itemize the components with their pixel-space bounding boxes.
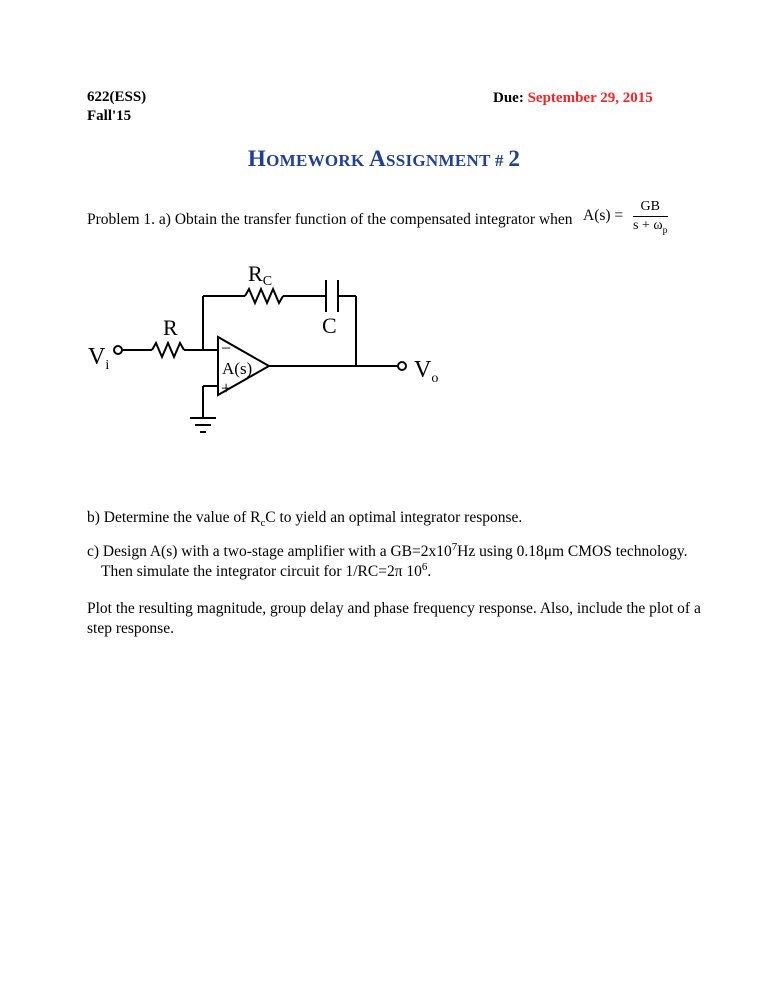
- vo-terminal: [398, 362, 406, 370]
- title-h: H: [247, 146, 267, 171]
- formula-lhs: A(s) =: [583, 207, 624, 225]
- term: Fall'15: [87, 108, 132, 124]
- resistor-r: [152, 343, 184, 357]
- problem1-text: Problem 1. a) Obtain the transfer function of the compensated integrator when: [87, 211, 573, 228]
- label-vo: $V_o$: [414, 357, 439, 386]
- title-a: A: [369, 146, 386, 171]
- part-c-line2-post: .: [427, 563, 432, 580]
- part-c-line2-pre: Then simulate the integrator circuit for 1/RC=2π 10: [101, 563, 422, 580]
- label-plus: +: [221, 378, 232, 398]
- part-b-pre: b) Determine the value of R: [87, 509, 261, 526]
- formula-numerator: GB: [633, 199, 667, 217]
- vi-terminal: [114, 346, 122, 354]
- part-c: [87, 542, 737, 582]
- label-r: R: [163, 315, 178, 340]
- part-b-post: C to yield an optimal integrator response.: [265, 509, 523, 526]
- label-minus: −: [221, 338, 232, 358]
- part-c-line1: [87, 542, 737, 562]
- due-date: September 29, 2015: [527, 90, 653, 106]
- part-c-pre: c) Design A(s) with a two-stage amplifier with a GB=2x10: [87, 543, 452, 560]
- title-ssignment: SSIGNMENT #: [385, 151, 509, 170]
- resistor-rc: [245, 289, 283, 303]
- part-c-line2: [87, 562, 737, 582]
- formula-den-main: s + ω: [633, 218, 663, 233]
- label-rc: RC: [248, 261, 273, 289]
- label-amp: A(s): [222, 359, 253, 378]
- part-b: [87, 508, 522, 528]
- title-omework: OMEWORK: [266, 151, 370, 170]
- formula-den-sub: p: [662, 224, 668, 236]
- course-code: 622(ESS): [87, 89, 147, 105]
- part-d: Plot the resulting magnitude, group delay and phase frequency response. Also, include the plot of a step response.: [87, 600, 701, 637]
- due-label: Due:: [493, 90, 524, 106]
- label-c: C: [322, 313, 337, 338]
- part-c-sup: 7: [451, 540, 458, 553]
- title-number: 2: [508, 146, 521, 171]
- label-vi: $V_i$: [88, 344, 110, 373]
- part-b-sub: c: [260, 517, 266, 530]
- part-c-mid: Hz using 0.18μm CMOS technology.: [457, 543, 688, 560]
- part-c-line2-sup: 6: [421, 560, 428, 573]
